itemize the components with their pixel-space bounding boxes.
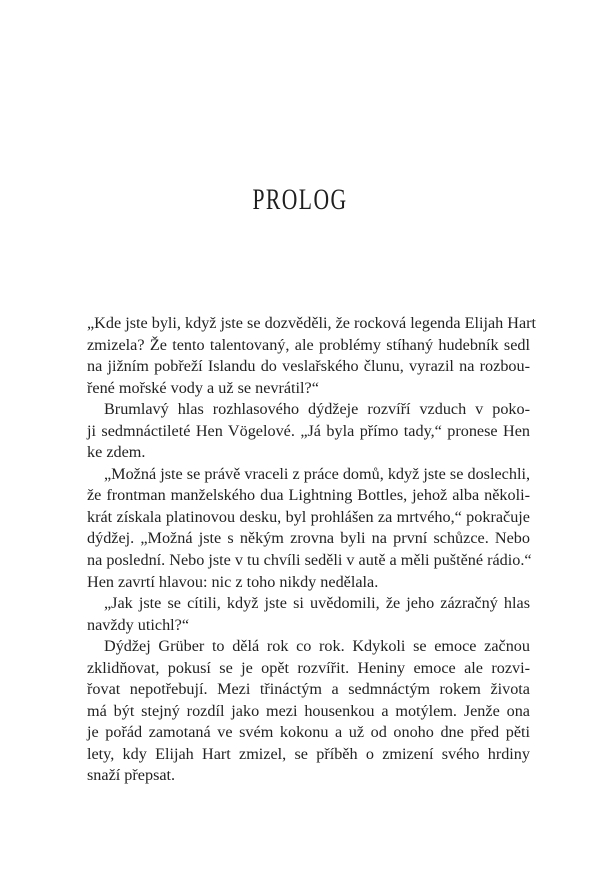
text-line: zmizela? Že tento talentovaný, ale problémy stíhaný hudebník sedl (87, 335, 530, 354)
text-line: zklidňovat, pokusí se je opět rozvířit. Heniny emoce ale rozvi- (87, 658, 530, 677)
paragraph (87, 464, 530, 593)
text-line: navždy utichl?“ (87, 615, 190, 634)
text-line: Hen zavrtí hlavou: nic z toho nikdy nedělala. (87, 572, 379, 591)
text-line: ji sedmnáctileté Hen Vögelové. „Já byla přímo tady,“ pronese Hen (87, 421, 530, 440)
text-line: „Kde jste byli, když jste se dozvěděli, že rocková legenda Elijah Hart (87, 314, 537, 332)
text-line: dýdžej. „Možná jste s někým zrovna byli na první schůzce. Nebo (87, 529, 530, 548)
text-line: Brumlavý hlas rozhlasového dýdžeje rozvíří vzduch v poko- (104, 400, 530, 419)
text-line: ke zdem. (87, 443, 146, 462)
text-line: je pořád zamotaná ve svém kokonu a už od onoho dne před pěti (87, 723, 530, 742)
text-line: řovat nepotřebují. Mezi třináctým a sedmnáctým rokem života (87, 680, 530, 699)
text-line: má být stejný rozdíl jako mezi housenkou a motýlem. Jenže ona (87, 701, 530, 720)
text-line: „Možná jste se právě vraceli z práce domů, když jste se doslechli, (104, 464, 530, 483)
paragraph (87, 399, 530, 464)
paragraph (87, 313, 537, 399)
text-line: na poslední. Nebo jste v tu chvíli seděli v autě a měli puštěné rádio.“ (87, 551, 532, 570)
text-line: lety, kdy Elijah Hart zmizel, se příběh o zmizení svého hrdiny (87, 744, 530, 763)
paragraph (87, 593, 530, 636)
text-line: Dýdžej Grüber to dělá rok co rok. Kdykoli se emoce začnou (104, 637, 530, 656)
text-line: že frontman manželského dua Lightning Bottles, jehož alba několi- (87, 486, 530, 505)
text-line: na jižním pobřeží Islandu do veslařského člunu, vyrazil na rozbou- (87, 357, 530, 376)
text-line: „Jak jste se cítili, když jste si uvědomili, že jeho zázračný hlas (104, 594, 530, 613)
text-line: krát získala platinovou desku, byl prohlášen za mrtvého,“ pokračuje (87, 507, 530, 526)
paragraph (87, 636, 530, 787)
body-text (87, 313, 537, 787)
text-line: řené mořské vody a už se nevrátil?“ (87, 378, 319, 397)
chapter-title: PROLOG (252, 183, 348, 216)
text-line: snaží přepsat. (87, 766, 176, 785)
